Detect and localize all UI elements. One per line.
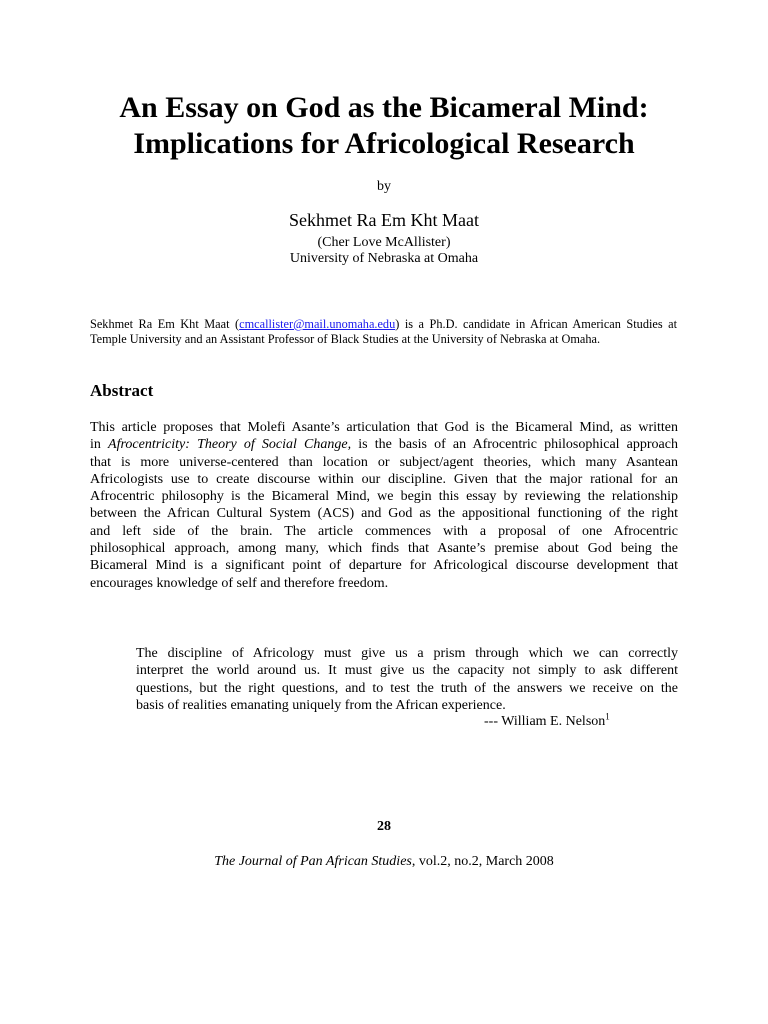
abstract-line: Afrocentric philosophy is the Bicameral Mind, we begin this essay by reviewing the relationship bbox=[90, 489, 678, 505]
abstract-line-2-prefix: in bbox=[90, 437, 109, 453]
journal-citation bbox=[0, 853, 768, 870]
abstract-line: This article proposes that Molefi Asante’s articulation that God is the Bicameral Mind, as written bbox=[90, 420, 678, 435]
abstract-line: Africologists use to create discourse within our discipline. Given that the major rational for an bbox=[90, 471, 678, 487]
journal-details: , vol.2, no.2, March 2008 bbox=[411, 854, 554, 869]
byline-by: by bbox=[377, 179, 391, 194]
author-affiliation: University of Nebraska at Omaha bbox=[289, 251, 479, 266]
quote-line: interpret the world around us. It must give us the capacity not simply to ask different bbox=[136, 663, 678, 679]
article-title bbox=[0, 90, 768, 162]
bio-prefix: Sekhmet Ra Em Kht Maat ( bbox=[90, 317, 240, 331]
author-bio bbox=[90, 317, 677, 347]
abstract-line: Bicameral Mind is a significant point of departure for Africological discourse development that bbox=[90, 558, 678, 574]
quote-line: questions, but the right questions, and to test the truth of the answers we receive on the bbox=[136, 680, 678, 696]
journal-name: The Journal of Pan African Studies bbox=[214, 854, 412, 869]
attribution-text: --- William E. Nelson bbox=[484, 714, 606, 729]
abstract-line: philosophical approach, among many, which finds that Asante’s premise about God being the bbox=[90, 541, 678, 557]
book-title: Afrocentricity: Theory of Social Change, bbox=[108, 437, 352, 453]
bio-suffix: ) is a Ph.D. candidate in African American Studies at bbox=[395, 317, 678, 331]
abstract-line: between the African Cultural System (ACS) and God as the appositional functioning of the right bbox=[90, 506, 678, 522]
epigraph-quote bbox=[136, 645, 678, 714]
abstract-line: that is more universe-centered than location or subject/agent theories, which many Asantean bbox=[90, 454, 678, 470]
quote-line: basis of realities emanating uniquely from the African experience. bbox=[136, 697, 506, 713]
author-alias: (Cher Love McAllister) bbox=[317, 235, 451, 250]
abstract-body bbox=[90, 419, 678, 592]
quote-attribution bbox=[484, 713, 610, 730]
title-line-2: Implications for Africological Research bbox=[133, 127, 635, 160]
abstract-line: encourages knowledge of self and therefore freedom. bbox=[90, 575, 389, 591]
author-email-link[interactable]: cmcallister@mail.unomaha.edu bbox=[239, 317, 396, 331]
abstract-line-2-suffix: is the basis of an Afrocentric philosophical approach bbox=[351, 437, 678, 453]
abstract-line: and left side of the brain. The article commences with a proposal of one Afrocentric bbox=[90, 523, 678, 539]
title-line-1: An Essay on God as the Bicameral Mind: bbox=[119, 91, 649, 124]
author-name: Sekhmet Ra Em Kht Maat bbox=[289, 210, 479, 230]
abstract-heading: Abstract bbox=[90, 381, 154, 400]
bio-line-2: Temple University and an Assistant Professor of Black Studies at the University of Nebraska at Omaha. bbox=[90, 332, 601, 346]
footnote-marker[interactable]: 1 bbox=[605, 711, 610, 722]
page-number: 28 bbox=[377, 819, 391, 834]
quote-line: The discipline of Africology must give us a prism through which we can correctly bbox=[136, 646, 678, 661]
abstract-line bbox=[90, 436, 678, 453]
